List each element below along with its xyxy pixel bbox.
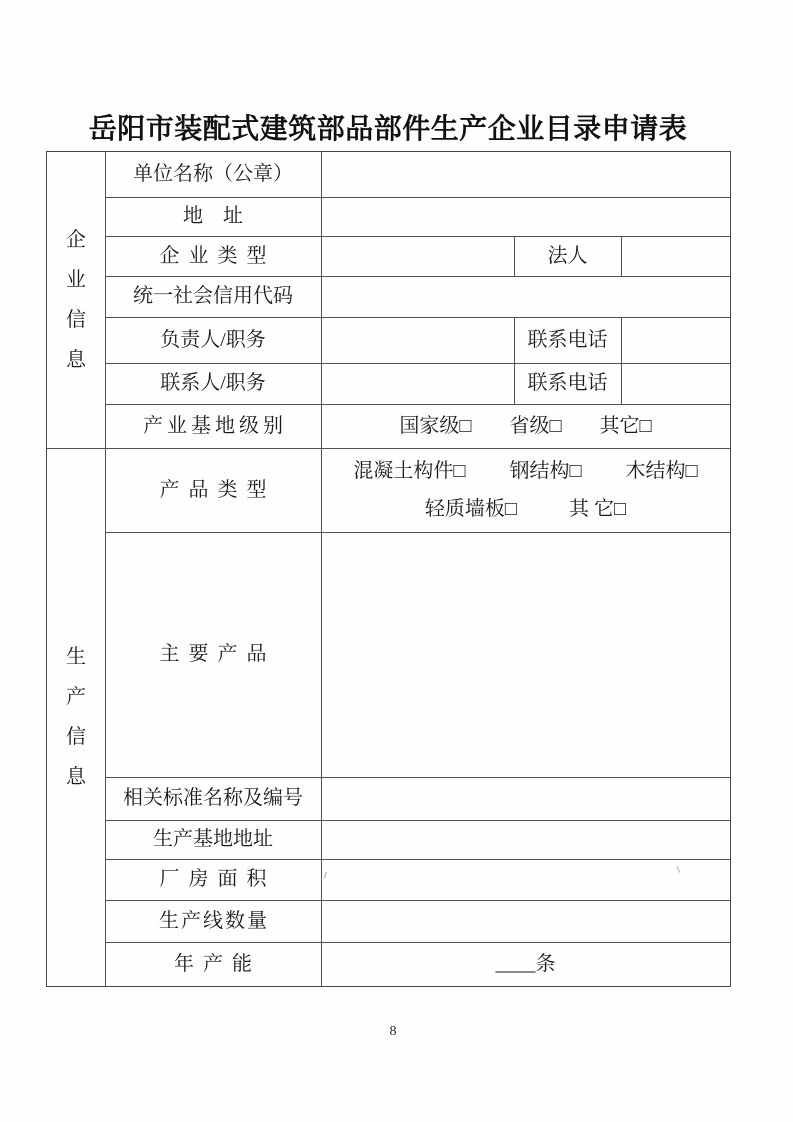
product-type-options bbox=[321, 448, 730, 532]
industry-base-level-label: 产业基地级别 bbox=[143, 414, 287, 437]
legal-person-label: 法人 bbox=[547, 244, 588, 267]
factory-area-label: 厂房面积 bbox=[159, 868, 276, 890]
checkbox-option-lightweight-panel: 轻质墙板□ bbox=[424, 497, 517, 520]
enterprise-type-value-cell bbox=[321, 236, 514, 276]
standards-value-cell bbox=[321, 777, 730, 820]
credit-code-value-cell bbox=[321, 276, 730, 317]
checkbox-option-steel: 钢结构□ bbox=[509, 459, 582, 482]
checkbox-option-provincial: 省级□ bbox=[509, 414, 562, 437]
principal-phone-value-cell bbox=[621, 317, 730, 363]
checkbox-option-other-level: 其它□ bbox=[599, 414, 652, 437]
section-enterprise-info bbox=[47, 152, 105, 448]
product-type-options-row2 bbox=[425, 497, 626, 522]
application-table bbox=[46, 151, 731, 987]
factory-area-value-cell bbox=[321, 859, 730, 900]
address-label: 地 址 bbox=[183, 205, 243, 227]
checkbox-option-concrete: 混凝土构件□ bbox=[353, 459, 466, 482]
principal-label: 负责人/职务 bbox=[160, 328, 266, 351]
production-lines-value-cell bbox=[321, 900, 730, 942]
contact-person-label: 联系人/职务 bbox=[160, 372, 266, 394]
annual-capacity-label: 年 产 能 bbox=[174, 952, 254, 975]
checkbox-option-national: 国家级□ bbox=[399, 414, 472, 437]
section-production-info-label: 生产信息 bbox=[66, 646, 86, 788]
contact-person-value-cell bbox=[321, 363, 514, 404]
section-enterprise-info-label: 企业信息 bbox=[66, 229, 86, 371]
unit-name-label: 单位名称（公章） bbox=[133, 163, 293, 185]
page-number: 8 bbox=[389, 1024, 397, 1039]
contact-phone-value-cell bbox=[621, 363, 730, 404]
enterprise-type-label: 企业类型 bbox=[159, 244, 276, 267]
industry-base-options bbox=[321, 404, 730, 448]
form-title: 岳阳市装配式建筑部品部件生产企业目录申请表 bbox=[88, 113, 688, 144]
contact-phone-label: 联系电话 bbox=[527, 372, 608, 394]
production-base-address-label: 生产基地地址 bbox=[153, 828, 273, 850]
annual-capacity-value: ____条 bbox=[495, 952, 556, 975]
production-base-address-value-cell bbox=[321, 820, 730, 859]
main-products-label: 主要产品 bbox=[159, 643, 276, 665]
unit-name-value-cell bbox=[321, 152, 730, 197]
credit-code-label: 统一社会信用代码 bbox=[133, 285, 293, 307]
standards-label: 相关标准名称及编号 bbox=[123, 787, 303, 809]
production-lines-label: 生产线数量 bbox=[159, 909, 269, 932]
section-production-info bbox=[47, 448, 105, 986]
address-value-cell bbox=[321, 197, 730, 236]
principal-phone-label: 联系电话 bbox=[527, 328, 608, 351]
product-type-label: 产品类型 bbox=[159, 478, 276, 501]
checkbox-option-wood: 木结构□ bbox=[625, 459, 698, 482]
principal-value-cell bbox=[321, 317, 514, 363]
main-products-value-cell bbox=[321, 532, 730, 777]
legal-person-value-cell bbox=[621, 236, 730, 276]
product-type-options-row1 bbox=[353, 459, 697, 484]
checkbox-option-other-type: 其 它□ bbox=[569, 497, 627, 520]
